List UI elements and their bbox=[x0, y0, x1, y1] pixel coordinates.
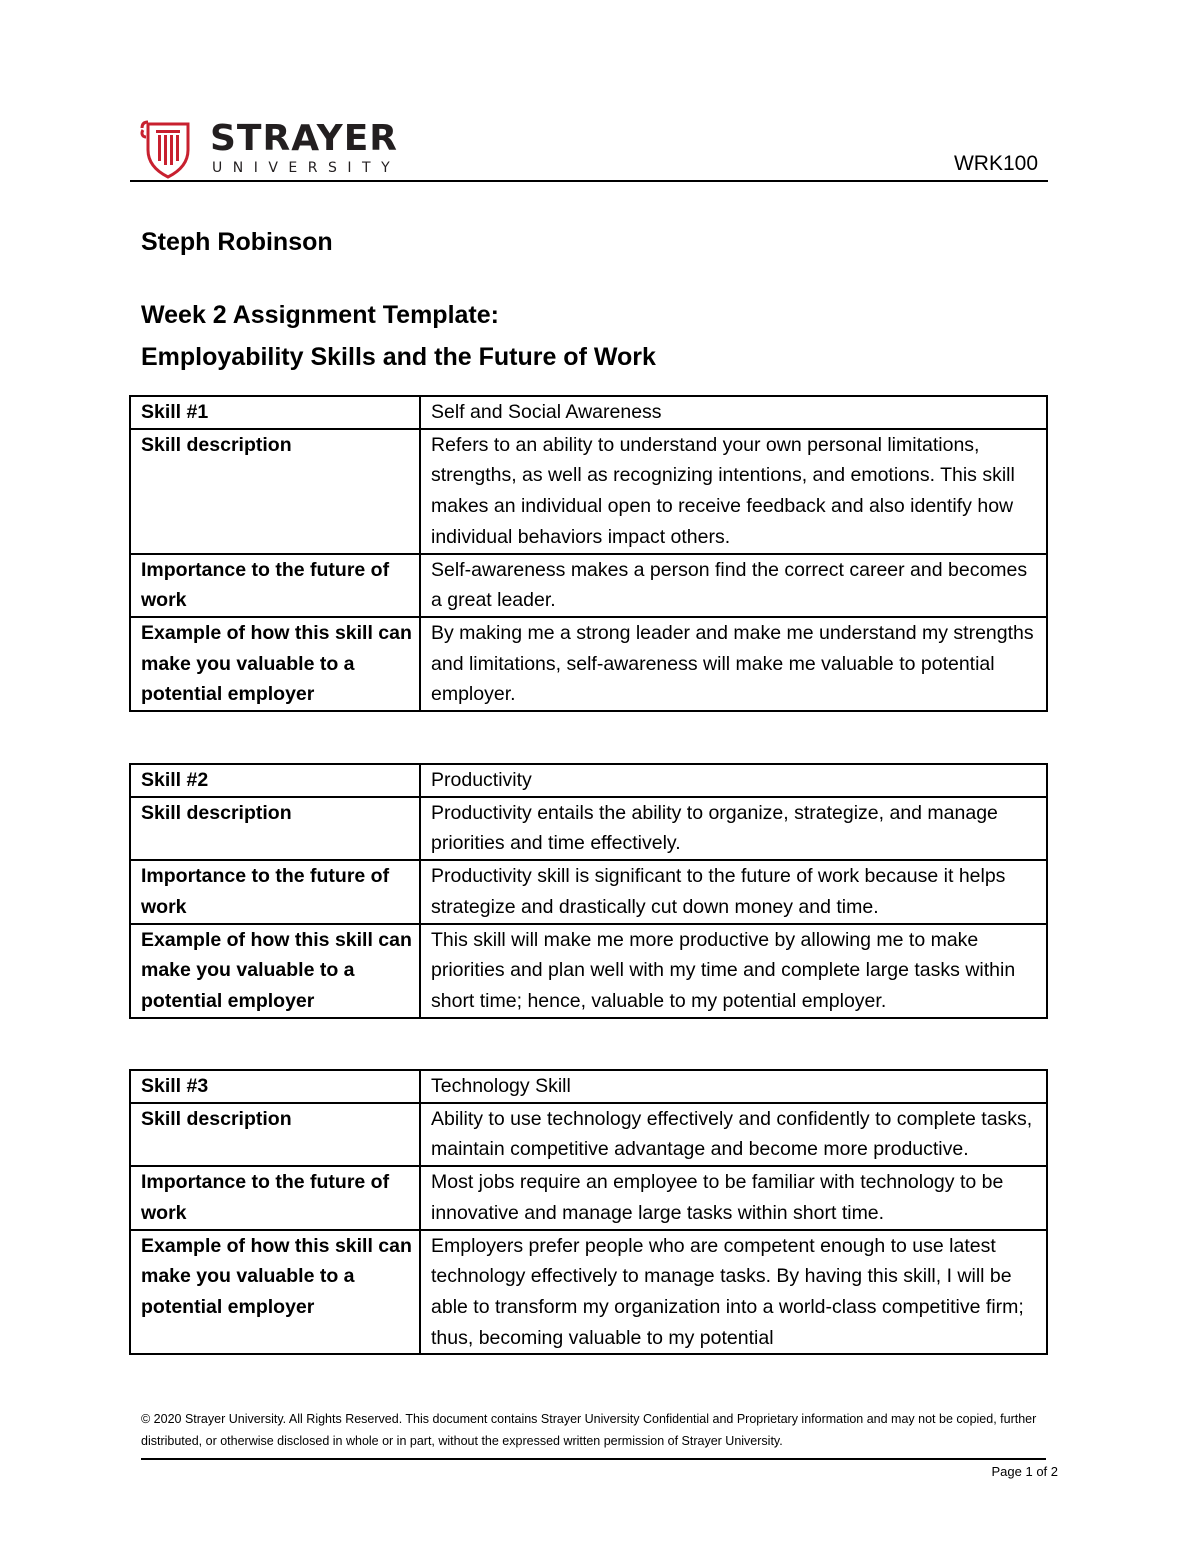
table-row bbox=[130, 1103, 1047, 1166]
skill-label: Skill #1 bbox=[130, 396, 420, 429]
skill-table-3 bbox=[129, 1069, 1048, 1355]
page-number: Page 1 of 2 bbox=[991, 1464, 1058, 1479]
copyright-notice: © 2020 Strayer University. All Rights Reserved. This document contains Strayer University Confidential and Proprietary information and may not be copied, further distributed, or otherwise disclosed in whole or in part, without the expressed written permission of Strayer University. bbox=[141, 1412, 1037, 1448]
skill-label: Skill #2 bbox=[130, 764, 420, 797]
footer-divider bbox=[141, 1458, 1046, 1460]
skill-description: Ability to use technology effectively and confidently to complete tasks, maintain competitive advantage and become more productive. bbox=[420, 1103, 1047, 1166]
importance-label: Importance to the future of work bbox=[130, 860, 420, 923]
title-line-2: Employability Skills and the Future of Work bbox=[141, 343, 656, 371]
skill-table-1 bbox=[129, 395, 1048, 712]
title-line-1: Week 2 Assignment Template: bbox=[141, 301, 499, 329]
logo-subtitle: UNIVERSITY bbox=[212, 160, 401, 176]
skill-description: Productivity entails the ability to organize, strategize, and manage priorities and time effectively. bbox=[420, 797, 1047, 860]
description-label: Skill description bbox=[130, 1103, 420, 1166]
table-row bbox=[130, 924, 1047, 1018]
skill-label: Skill #3 bbox=[130, 1070, 420, 1103]
skill-importance: Most jobs require an employee to be familiar with technology to be innovative and manage large tasks within short time. bbox=[420, 1166, 1047, 1229]
skill-name: Self and Social Awareness bbox=[420, 396, 1047, 429]
skill-importance: Productivity skill is significant to the future of work because it helps strategize and drastically cut down money and time. bbox=[420, 860, 1047, 923]
shield-icon bbox=[140, 120, 196, 180]
skill-table-2 bbox=[129, 763, 1048, 1019]
importance-label: Importance to the future of work bbox=[130, 554, 420, 617]
table-row bbox=[130, 764, 1047, 797]
table-row bbox=[130, 1230, 1047, 1355]
skill-name: Productivity bbox=[420, 764, 1047, 797]
skill-description: Refers to an ability to understand your own personal limitations, strengths, as well as recognizing intentions, and emotions. This skill makes an individual open to receive feedback and also identify how individual behaviors impact others. bbox=[420, 429, 1047, 554]
skill-example: This skill will make me more productive by allowing me to make priorities and plan well with my time and complete large tasks within short time; hence, valuable to my potential employer. bbox=[420, 924, 1047, 1018]
table-row bbox=[130, 429, 1047, 554]
document-title bbox=[141, 294, 656, 378]
example-label: Example of how this skill can make you valuable to a potential employer bbox=[130, 1230, 420, 1355]
table-row bbox=[130, 1166, 1047, 1229]
description-label: Skill description bbox=[130, 429, 420, 554]
author-name: Steph Robinson bbox=[141, 228, 333, 256]
table-row bbox=[130, 554, 1047, 617]
course-code: WRK100 bbox=[953, 152, 1038, 175]
description-label: Skill description bbox=[130, 797, 420, 860]
table-row bbox=[130, 860, 1047, 923]
skill-example: Employers prefer people who are competent enough to use latest technology effectively to manage tasks. By having this skill, I will be able to transform my organization into a world-class competitive firm; thus, becoming valuable to my potential bbox=[420, 1230, 1047, 1355]
logo-wordmark: STRAYER bbox=[210, 118, 399, 159]
skill-importance: Self-awareness makes a person find the correct career and becomes a great leader. bbox=[420, 554, 1047, 617]
table-row bbox=[130, 617, 1047, 711]
importance-label: Importance to the future of work bbox=[130, 1166, 420, 1229]
table-row bbox=[130, 396, 1047, 429]
example-label: Example of how this skill can make you valuable to a potential employer bbox=[130, 924, 420, 1018]
table-row bbox=[130, 797, 1047, 860]
document-header bbox=[130, 118, 1048, 182]
skill-name: Technology Skill bbox=[420, 1070, 1047, 1103]
example-label: Example of how this skill can make you valuable to a potential employer bbox=[130, 617, 420, 711]
table-row bbox=[130, 1070, 1047, 1103]
skill-example: By making me a strong leader and make me understand my strengths and limitations, self-awareness will make me valuable to potential employer. bbox=[420, 617, 1047, 711]
